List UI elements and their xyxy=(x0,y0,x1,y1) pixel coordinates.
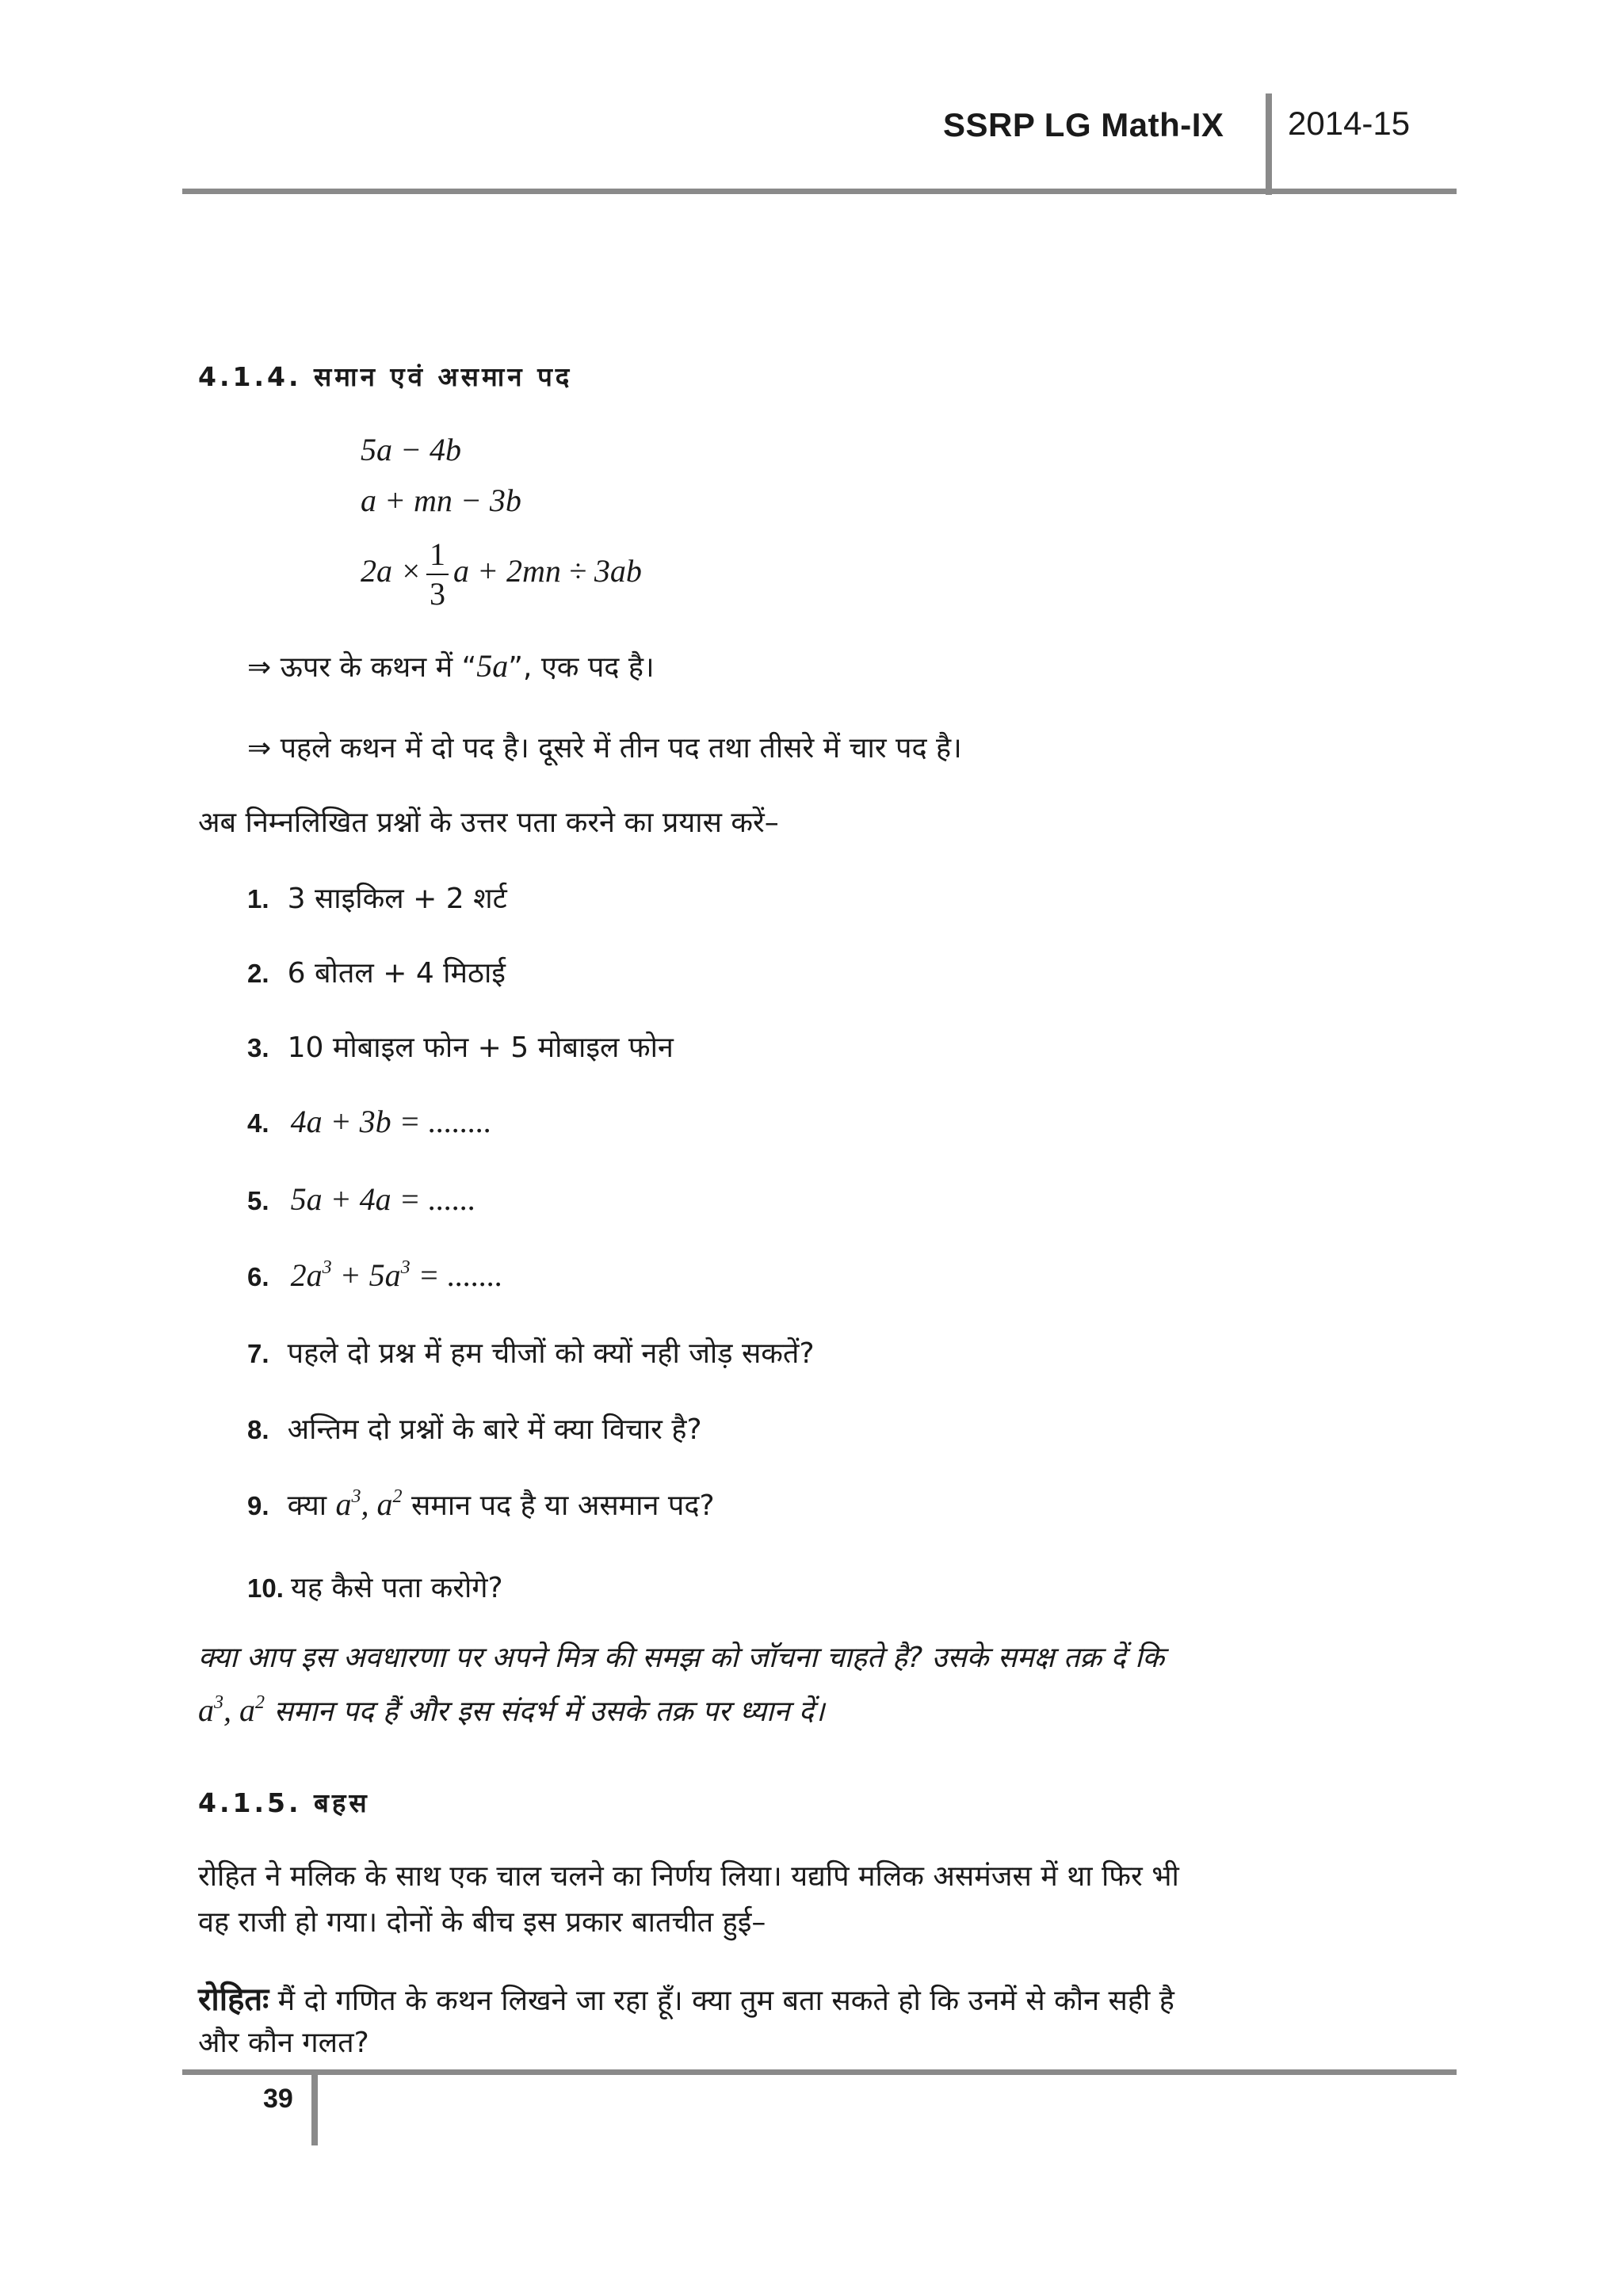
implies-1-post: ”, एक पद है। xyxy=(508,651,655,684)
speaker-label: रोहितः xyxy=(198,1981,269,2018)
math-part xyxy=(198,1692,265,1728)
italic-line-2-text: समान पद हैं और इस संदर्भ में उसके तक्र पर ध्यान दें। xyxy=(265,1695,825,1728)
question-text: यह कैसे पता करोगे? xyxy=(290,1572,503,1604)
exponent: 2 xyxy=(392,1486,403,1507)
section-heading-415: 4.1.5. बहस xyxy=(198,1787,370,1818)
paragraph-1-line-2: वह राजी हो गया। दोनों के बीच इस प्रकार बातचीत हुई– xyxy=(198,1906,766,1939)
fraction-one-third xyxy=(426,536,449,612)
exponent: 3 xyxy=(400,1257,411,1278)
question-number: 5. xyxy=(247,1186,269,1215)
question-number: 1. xyxy=(247,884,269,913)
expression-3-right: a + 2mn ÷ 3ab xyxy=(453,553,642,589)
exponent: 3 xyxy=(322,1257,332,1278)
question-text: अन्तिम दो प्रश्नों के बारे में क्या विचार है? xyxy=(287,1413,702,1446)
question-4 xyxy=(247,1103,492,1140)
question-number: 4. xyxy=(247,1108,269,1138)
math-var: a xyxy=(198,1692,214,1728)
question-math: 4a + 3b = ........ xyxy=(290,1104,492,1139)
header-rule xyxy=(182,189,1457,194)
question-number: 9. xyxy=(247,1491,269,1520)
question-6 xyxy=(247,1257,503,1294)
footer-rule xyxy=(182,2069,1457,2075)
question-9 xyxy=(247,1485,715,1524)
implies-line-1 xyxy=(247,646,655,685)
paragraph-2-line-2: और कौन गलत? xyxy=(198,2027,369,2059)
implies-line-2: ⇒ पहले कथन में दो पद है। दूसरे में तीन पद तथा तीसरे में चार पद है। xyxy=(247,732,962,765)
question-8 xyxy=(247,1409,702,1447)
question-text: 3 साइकिल + 2 शर्ट xyxy=(287,883,507,915)
math-part xyxy=(336,1486,403,1522)
question-number: 10. xyxy=(247,1573,284,1603)
paragraph-2-line-1 xyxy=(198,1976,1174,2019)
implies-arrow-icon: ⇒ xyxy=(247,651,272,684)
question-3 xyxy=(247,1027,674,1066)
header-year: 2014-15 xyxy=(1288,105,1411,142)
expression-1: 5a − 4b xyxy=(361,432,461,467)
expression-2: a + mn − 3b xyxy=(361,482,521,518)
footer-divider xyxy=(311,2069,318,2145)
question-7 xyxy=(247,1333,815,1371)
math-var: , a xyxy=(223,1692,255,1728)
question-number: 2. xyxy=(247,959,269,988)
header-divider xyxy=(1266,93,1272,195)
question-math: 5a + 4a = ...... xyxy=(290,1181,476,1217)
math-part: + 5a xyxy=(331,1257,401,1293)
question-number: 6. xyxy=(247,1262,269,1291)
math-part: 2a xyxy=(290,1257,323,1293)
question-5 xyxy=(247,1180,476,1218)
question-2 xyxy=(247,952,506,991)
question-text: 10 मोबाइल फोन + 5 मोबाइल फोन xyxy=(287,1032,674,1064)
page-number: 39 xyxy=(263,2084,293,2114)
fraction-denominator: 3 xyxy=(430,576,445,612)
exponent: 2 xyxy=(255,1692,265,1713)
paragraph-1-line-1: रोहित ने मलिक के साथ एक चाल चलने का निर्णय लिया। यद्यपि मलिक असमंजस में था फिर भी xyxy=(198,1860,1179,1893)
question-number: 3. xyxy=(247,1033,269,1062)
question-10 xyxy=(247,1567,503,1606)
italic-line-2 xyxy=(198,1691,825,1730)
expression-3-left: 2a × xyxy=(361,553,422,589)
question-math xyxy=(291,1257,503,1293)
question-1 xyxy=(247,878,507,917)
math-var: , a xyxy=(361,1486,393,1522)
questions-prompt: अब निम्नलिखित प्रश्नों के उत्तर पता करने का प्रयास करें– xyxy=(198,807,779,839)
question-text: 6 बोतल + 4 मिठाई xyxy=(287,957,506,990)
math-var: a xyxy=(335,1486,352,1522)
question-text: पहले दो प्रश्न में हम चीजों को क्यों नही जोड़ सकतें? xyxy=(287,1337,815,1370)
header-title: SSRP LG Math-IX xyxy=(943,106,1224,143)
question-text-pre: क्या xyxy=(287,1489,336,1522)
implies-1-term: 5a xyxy=(476,648,509,684)
question-number: 8. xyxy=(247,1415,269,1444)
exponent: 3 xyxy=(214,1692,223,1713)
question-number: 7. xyxy=(247,1339,269,1368)
exponent: 3 xyxy=(351,1486,361,1507)
fraction-numerator: 1 xyxy=(426,539,449,575)
implies-1-pre: ऊपर के कथन में “ xyxy=(280,651,477,684)
math-part: = ....... xyxy=(410,1257,503,1293)
question-text xyxy=(287,1486,715,1522)
section-heading-414: 4.1.4. समान एवं असमान पद xyxy=(198,361,573,392)
italic-line-1: क्या आप इस अवधारणा पर अपने मित्र की समझ को जॉचना चाहते है? उसके समक्ष तक्र दें कि xyxy=(198,1642,1165,1674)
question-text-post: समान पद है या असमान पद? xyxy=(402,1489,715,1522)
paragraph-2-text: मैं दो गणित के कथन लिखने जा रहा हूँ। क्या तुम बता सकते हो कि उनमें से कौन सही है xyxy=(269,1985,1174,2017)
expression-3 xyxy=(361,536,642,612)
